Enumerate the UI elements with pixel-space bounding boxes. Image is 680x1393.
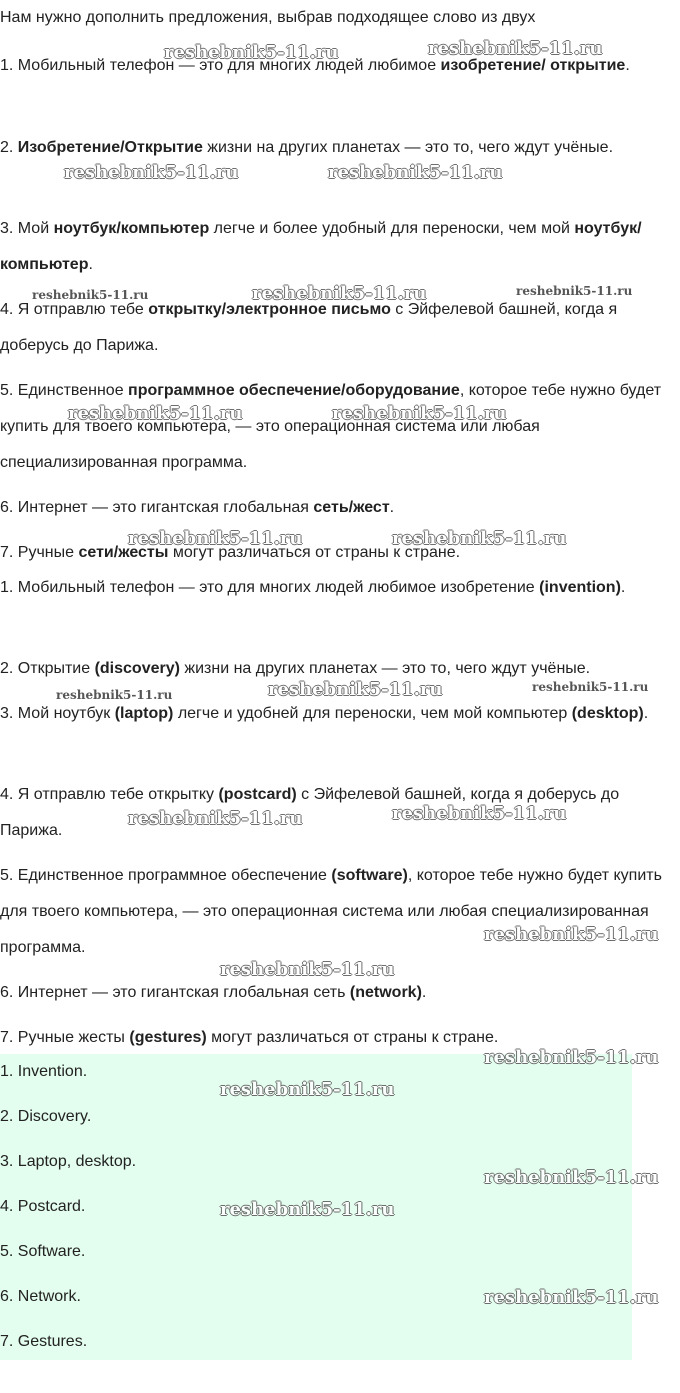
sentence-text: с Эйфелевой башней, когда я доберусь до Парижа.: [0, 786, 620, 839]
intro-text: Нам нужно дополнить предложения, выбрав подходящее слово из двух: [0, 9, 536, 26]
sentence-text: 4. Я отправлю тебе открытку: [0, 786, 219, 803]
translation-sentence-5: [0, 858, 680, 966]
sentence-text: 2. Открытие: [0, 660, 95, 677]
bold-term: (gestures): [129, 1029, 207, 1046]
bold-term: изобретение/ открытие: [440, 57, 626, 74]
answer-3: 3. Laptop, desktop.: [0, 1153, 137, 1170]
bold-term: (software): [331, 867, 408, 884]
sentence-text: .: [620, 579, 626, 596]
sentence-text: .: [643, 705, 649, 722]
translation-sentence-6: [0, 975, 680, 1011]
sentence-text: 4. Я отправлю тебе: [0, 301, 149, 318]
watermark: reshebnik5-11.ru: [328, 162, 503, 183]
sentence-text: 6. Интернет — это гигантская глобальная: [0, 499, 314, 516]
watermark: reshebnik5-11.ru: [484, 1167, 659, 1188]
task-sentence-6: [0, 490, 680, 526]
watermark: reshebnik5-11.ru: [484, 924, 659, 945]
watermark: reshebnik5-11.ru: [392, 528, 567, 549]
bold-term: сеть/жест: [313, 499, 390, 516]
answer-6: 6. Network.: [0, 1288, 81, 1305]
bold-term: (postcard): [218, 786, 297, 803]
watermark: reshebnik5-11.ru: [220, 1079, 395, 1100]
watermark: reshebnik5-11.ru: [332, 403, 507, 424]
watermark: reshebnik5-11.ru: [516, 284, 633, 298]
bold-term: ноутбук/компьютер: [0, 220, 642, 273]
task-sentence-3: [0, 211, 680, 283]
sentence-text: легче и более удобный для переноски, чем мой: [209, 220, 575, 237]
watermark: reshebnik5-11.ru: [268, 679, 443, 700]
translation-sentence-4: [0, 777, 680, 849]
answer-5: 5. Software.: [0, 1243, 86, 1260]
watermark: reshebnik5-11.ru: [128, 528, 303, 549]
sentence-text: 2.: [0, 139, 18, 156]
bold-term: открытку/электронное письмо: [148, 301, 391, 318]
answer-7: 7. Gestures.: [0, 1333, 88, 1350]
watermark: reshebnik5-11.ru: [484, 1047, 659, 1068]
sentence-text: 7. Ручные жесты: [0, 1029, 130, 1046]
bold-term: (network): [349, 984, 422, 1001]
watermark: reshebnik5-11.ru: [164, 42, 339, 63]
answer-2: 2. Discovery.: [0, 1108, 92, 1125]
sentence-text: 5. Единственное программное обеспечение: [0, 867, 332, 884]
watermark: reshebnik5-11.ru: [32, 288, 149, 302]
sentence-text: 6. Интернет — это гигантская глобальная сеть: [0, 984, 350, 1001]
bold-term: (invention): [539, 579, 621, 596]
sentence-text: .: [421, 984, 427, 1001]
sentence-text: , которое тебе нужно будет купить для твоего компьютера, — это операционная система или любая специализированная программа.: [0, 867, 662, 956]
sentence-text: .: [625, 57, 630, 74]
bold-term: Изобретение/Открытие: [17, 139, 203, 156]
answer-4: 4. Postcard.: [0, 1198, 86, 1215]
watermark: reshebnik5-11.ru: [392, 803, 567, 824]
bold-term: ноутбук/компьютер: [53, 220, 210, 237]
watermark: reshebnik5-11.ru: [220, 1199, 395, 1220]
sentence-text: могут различаться от страны к стране.: [206, 1029, 499, 1046]
sentence-text: 1. Мобильный телефон — это для многих людей любимое изобретение: [0, 579, 540, 596]
sentence-text: 7. Ручные: [0, 544, 79, 561]
watermark: reshebnik5-11.ru: [128, 808, 303, 829]
sentence-text: жизни на других планетах — это то, чего ждут учёные.: [179, 660, 591, 677]
bold-term: сети/жесты: [78, 544, 169, 561]
sentence-text: , которое тебе нужно будет купить для твоего компьютера, — это операционная система или любая специализированная программа.: [0, 382, 662, 471]
sentence-text: с Эйфелевой башней, когда я доберусь до Парижа.: [0, 301, 618, 354]
answer-1: 1. Invention.: [0, 1063, 88, 1080]
sentence-text: 5. Единственное: [0, 382, 129, 399]
task-sentence-5: [0, 373, 680, 481]
sentence-text: .: [389, 499, 395, 516]
watermark: reshebnik5-11.ru: [428, 38, 603, 59]
watermark: reshebnik5-11.ru: [220, 959, 395, 980]
sentence-text: 1. Мобильный телефон — это для многих людей любимое: [0, 57, 441, 74]
sentence-text: 3. Мой ноутбук: [0, 705, 115, 722]
watermark: reshebnik5-11.ru: [64, 162, 239, 183]
bold-term: программное обеспечение/оборудование: [128, 382, 460, 399]
bold-term: (discovery): [94, 660, 180, 677]
sentence-text: жизни на других планетах — это то, чего ждут учёные.: [202, 139, 614, 156]
watermark: reshebnik5-11.ru: [532, 680, 649, 694]
bold-term: (desktop): [571, 705, 644, 722]
task-sentence-2: [0, 130, 680, 166]
watermark: reshebnik5-11.ru: [68, 403, 243, 424]
sentence-text: могут различаться от страны к стране.: [168, 544, 461, 561]
sentence-text: .: [88, 256, 93, 273]
translation-sentence-1: [0, 570, 680, 606]
sentence-text: легче и удобней для переноски, чем мой компьютер: [173, 705, 572, 722]
watermark: reshebnik5-11.ru: [252, 283, 427, 304]
task-sentence-7: [0, 535, 680, 571]
bold-term: (laptop): [114, 705, 174, 722]
watermark: reshebnik5-11.ru: [484, 1287, 659, 1308]
watermark: reshebnik5-11.ru: [56, 688, 173, 702]
sentence-text: 3. Мой: [0, 220, 54, 237]
